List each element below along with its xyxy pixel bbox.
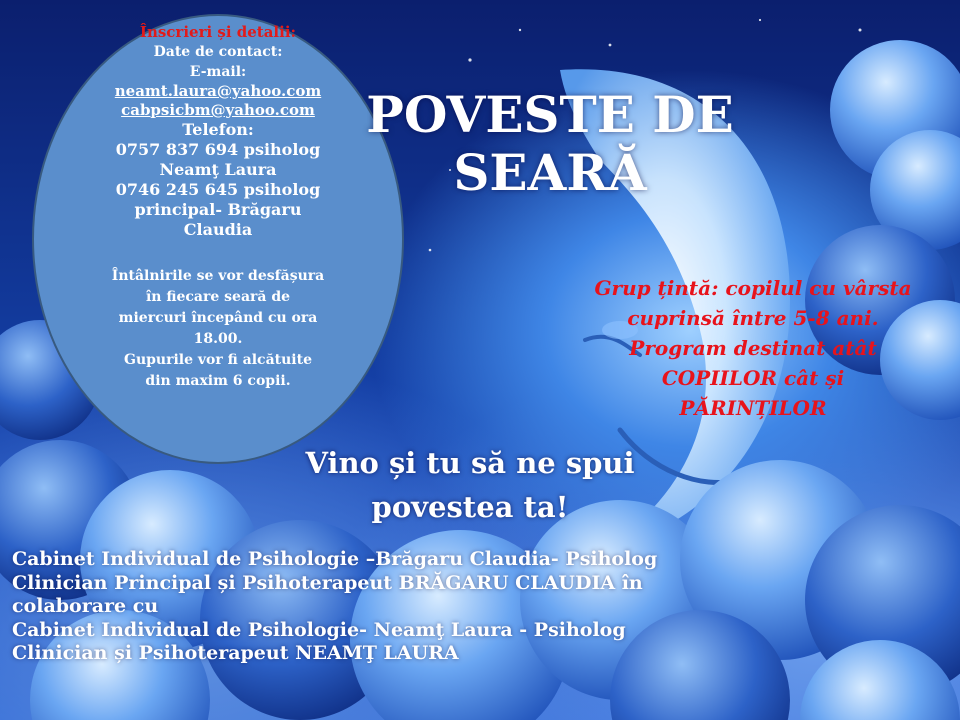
contact-info xyxy=(55,22,381,392)
spacer xyxy=(55,240,381,266)
meetings-line-6: din maxim 6 copii. xyxy=(145,373,291,389)
call-to-action xyxy=(245,441,695,529)
cta-line-2: povestea ta! xyxy=(371,490,569,524)
target-line-2: cuprinsă între 5-8 ani. xyxy=(627,306,879,330)
footer-line-2: Clinician Principal și Psihoterapeut BRĂGARU CLAUDIA în xyxy=(12,571,643,594)
target-line-4: COPIILOR cât și xyxy=(661,366,845,390)
footer-line-5: Clinician și Psihoterapeut NEAMŢ LAURA xyxy=(12,642,459,664)
target-line-3: Program destinat atât xyxy=(629,336,877,360)
phone-2-line-2: principal- Brăgaru xyxy=(134,200,302,219)
info-heading: Înscrieri și detalii: xyxy=(139,23,297,41)
footer-credits xyxy=(12,548,772,666)
meetings-line-3: miercuri începând cu ora xyxy=(118,310,318,326)
title-line-2: SEARĂ xyxy=(453,143,647,202)
meetings-line-2: în fiecare seară de xyxy=(145,289,291,305)
target-line-5: PĂRINȚILOR xyxy=(679,396,827,420)
email-link-1[interactable]: neamt.laura@yahoo.com xyxy=(114,82,322,100)
phone-2-line-3: Claudia xyxy=(183,220,253,239)
email-link-2[interactable]: cabpsicbm@yahoo.com xyxy=(121,101,315,119)
contact-label: Date de contact: xyxy=(153,44,283,60)
page-title xyxy=(300,86,800,202)
cta-line-1: Vino și tu să ne spui xyxy=(305,446,635,480)
email-label: E-mail: xyxy=(189,64,247,80)
phone-1-line-1: 0757 837 694 psiholog xyxy=(115,140,321,159)
phone-2-line-1: 0746 245 645 psiholog xyxy=(115,180,321,199)
footer-line-4: Cabinet Individual de Psihologie- Neamţ Laura - Psiholog xyxy=(12,618,626,641)
footer-line-1: Cabinet Individual de Psihologie –Brăgaru Claudia- Psiholog xyxy=(12,548,658,570)
target-line-1: Grup țintă: copilul cu vârsta xyxy=(594,276,912,300)
phone-label: Telefon: xyxy=(182,120,254,139)
meetings-line-4: 18.00. xyxy=(193,331,243,347)
footer-line-3: colaborare cu xyxy=(12,595,159,617)
meetings-line-5: Gupurile vor fi alcătuite xyxy=(124,352,312,368)
title-line-1: POVESTE DE xyxy=(366,85,734,144)
phone-1-line-2: Neamţ Laura xyxy=(159,160,277,179)
meetings-line-1: Întâlnirile se vor desfășura xyxy=(111,268,325,284)
target-group-text xyxy=(535,273,960,423)
